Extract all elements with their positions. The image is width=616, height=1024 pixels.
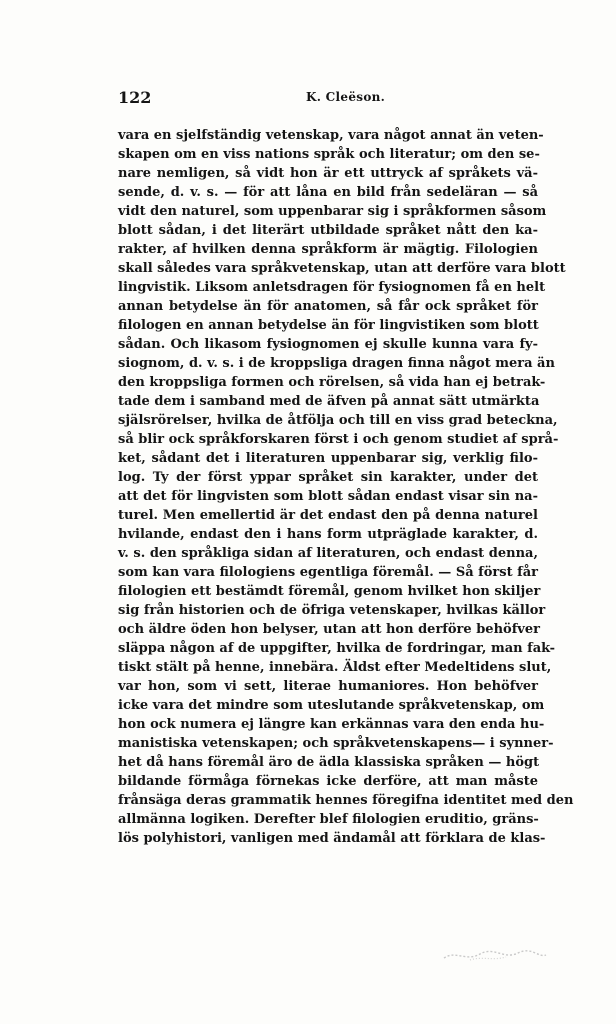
text-line: vidt den naturel, som uppenbarar sig i språkformen såsom xyxy=(118,204,547,219)
text-line: hvilande, endast den i hans form utpräglade karakter, d. xyxy=(118,527,538,542)
text-line: skall således vara språkvetenskap, utan att derföre vara blott xyxy=(118,261,566,276)
text-line: tade dem i samband med de äfven på annat sätt utmärkta xyxy=(118,394,540,409)
text-line: den kroppsliga formen och rörelsen, så vida han ej betrak- xyxy=(118,375,546,390)
text-line: ket, sådant det i literaturen uppenbarar sig, verklig filo- xyxy=(118,451,538,466)
text-line: själsrörelser, hvilka de åtfölja och till en viss grad beteckna, xyxy=(118,413,558,428)
text-line: filologien ett bestämdt föremål, genom hvilket hon skiljer xyxy=(118,584,541,599)
text-line: blott sådan, i det literärt utbildade språket nått den ka- xyxy=(118,223,538,238)
text-line: log. Ty der först yppar språket sin karakter, under det xyxy=(118,470,538,485)
text-line: släppa någon af de uppgifter, hvilka de fordringar, man fak- xyxy=(118,641,556,656)
text-line: frånsäga deras grammatik hennes föregifna identitet med den xyxy=(118,793,574,808)
text-line: och äldre öden hon belyser, utan att hon derföre behöfver xyxy=(118,622,540,637)
text-line: att det för lingvisten som blott sådan endast visar sin na- xyxy=(118,489,538,504)
text-line: manistiska vetenskapen; och språkvetenskapens— i synner- xyxy=(118,736,554,751)
text-line: tiskt stält på henne, innebära. Äldst efter Medeltidens slut, xyxy=(118,660,552,675)
text-line: het då hans föremål äro de ädla klassiska språken — högt xyxy=(118,755,540,770)
text-line: lingvistik. Liksom anletsdragen för fysiognomen få en helt xyxy=(118,280,546,295)
text-line: vara en sjelfständig vetenskap, vara något annat än veten- xyxy=(118,128,544,143)
body-text xyxy=(118,126,574,848)
text-line: rakter, af hvilken denna språkform är mägtig. Filologien xyxy=(118,242,538,257)
running-head: K. Cleëson. xyxy=(306,90,386,104)
page-header xyxy=(118,88,518,108)
text-line: så blir ock språkforskaren först i och genom studiet af språ- xyxy=(118,432,559,447)
text-line: sende, d. v. s. — för att låna en bild från sedeläran — så xyxy=(118,185,538,200)
text-line: turel. Men emellertid är det endast den på denna naturel xyxy=(118,508,538,523)
text-line: hon ock numera ej längre kan erkännas vara den enda hu- xyxy=(118,717,545,732)
text-line: annan betydelse än för anatomen, så får ock språket för xyxy=(118,299,538,314)
text-line: bildande förmåga förnekas icke derföre, att man måste xyxy=(118,774,538,789)
text-line: skapen om en viss nations språk och literatur; om den se- xyxy=(118,147,540,162)
page-number: 122 xyxy=(118,88,152,107)
text-line: allmänna logiken. Derefter blef filologien eruditio, gräns- xyxy=(118,812,539,827)
text-line: sig från historien och de öfriga vetenskaper, hvilkas källor xyxy=(118,603,546,618)
text-line: siognom, d. v. s. i de kroppsliga dragen finna något mera än xyxy=(118,356,555,371)
text-line: som kan vara filologiens egentliga föremål. — Så först får xyxy=(118,565,538,580)
text-line: lös polyhistori, vanligen med ändamål att förklara de klas- xyxy=(118,831,546,846)
text-line: var hon, som vi sett, literae humaniores. Hon behöfver xyxy=(118,679,538,694)
faded-stamp-mark xyxy=(440,946,550,964)
text-line: sådan. Och likasom fysiognomen ej skulle kunna vara fy- xyxy=(118,337,538,352)
text-line: filologen en annan betydelse än för lingvistiken som blott xyxy=(118,318,539,333)
text-line: v. s. den språkliga sidan af literaturen, och endast denna, xyxy=(118,546,538,561)
text-line: icke vara det mindre som uteslutande språkvetenskap, om xyxy=(118,698,545,713)
text-line: nare nemligen, så vidt hon är ett uttryck af språkets vä- xyxy=(118,166,538,181)
